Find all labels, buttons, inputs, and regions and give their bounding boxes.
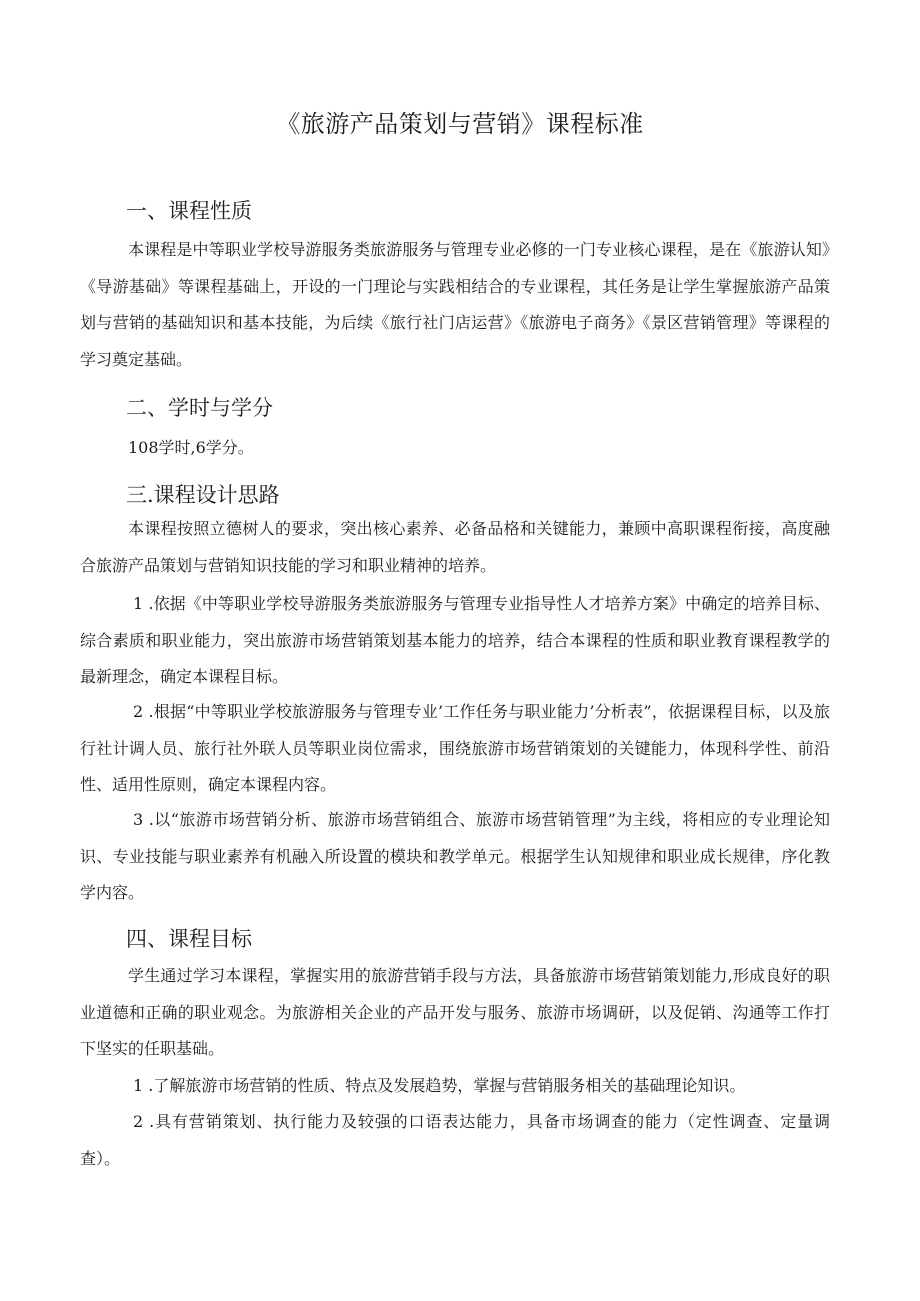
section-paragraph: 学生通过学习本课程，掌握实用的旅游营销手段与方法，具备旅游市场营销策划能力,形成良好的职业道德和正确的职业观念。为旅游相关企业的产品开发与服务、旅游市场调研，以及促销、沟通等工作打下坚实的任职基础。 (80, 966, 830, 1058)
section-paragraph: 108学时,6学分。 (128, 438, 254, 457)
numbered-item: 1 .了解旅游市场营销的性质、特点及发展趋势，掌握与营销服务相关的基础理论知识。 (133, 1076, 746, 1095)
section-paragraph: 本课程按照立德树人的要求，突出核心素养、必备品格和关键能力，兼顾中高职课程衔接，高度融合旅游产品策划与营销知识技能的学习和职业精神的培养。 (80, 519, 830, 575)
section-heading-design-ideas: 三.课程设计思路 (126, 483, 280, 507)
numbered-item: 2 .根据“中等职业学校旅游服务与管理专业’工作任务与职业能力’分析表”，依据课程目标，以及旅行社计调人员、旅行社外联人员等职业岗位需求，围绕旅游市场营销策划的关键能力，体现科学性、前沿性、适用性原则，确定本课程内容。 (80, 702, 830, 794)
document-title: 《旅游产品策划与营销》课程标准 (276, 110, 644, 138)
section-paragraph: 本课程是中等职业学校导游服务类旅游服务与管理专业必修的一门专业核心课程，是在《旅游认知》《导游基础》等课程基础上，开设的一门理论与实践相结合的专业课程，其任务是让学生掌握旅游产品策划与营销的基础知识和基本技能，为后续《旅行社门店运营》《旅游电子商务》《景区营销管理》等课程的学习奠定基础。 (80, 240, 830, 369)
section-heading-objectives: 四、课程目标 (126, 927, 252, 951)
numbered-item: 2 .具有营销策划、执行能力及较强的口语表达能力，具备市场调查的能力（定性调查、定量调查）。 (80, 1112, 830, 1168)
numbered-item: 1 .依据《中等职业学校导游服务类旅游服务与管理专业指导性人才培养方案》中确定的培养目标、综合素质和职业能力，突出旅游市场营销策划基本能力的培养，结合本课程的性质和职业教育课程教学的最新理念，确定本课程目标。 (80, 594, 830, 686)
section-heading-hours-credits: 二、学时与学分 (126, 396, 273, 420)
section-heading-nature: 一、课程性质 (126, 199, 252, 223)
numbered-item: 3 .以“旅游市场营销分析、旅游市场营销组合、旅游市场营销管理”为主线，将相应的专业理论知识、专业技能与职业素养有机融入所设置的模块和教学单元。根据学生认知规律和职业成长规律，序化教学内容。 (80, 810, 830, 902)
